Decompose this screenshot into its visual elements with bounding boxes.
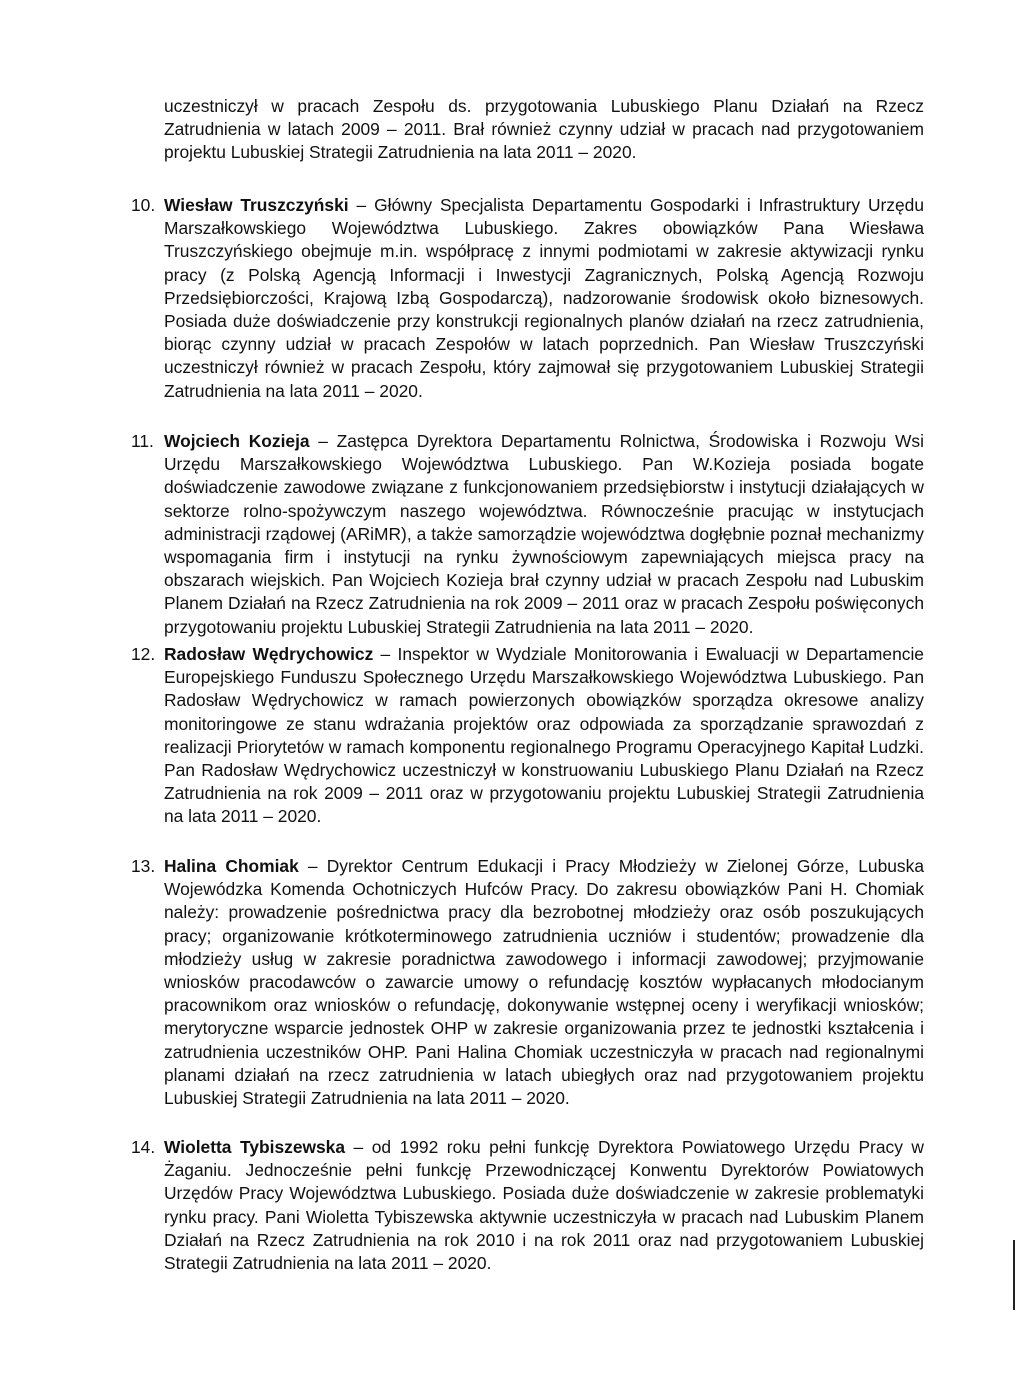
list-item-body bbox=[164, 1136, 924, 1275]
list-item-12 bbox=[131, 643, 924, 829]
person-name: Wojciech Kozieja bbox=[164, 431, 310, 451]
person-description: – Inspektor w Wydziale Monitorowania i Ewaluacji w Departamencie Europejskiego Funduszu Społecznego Urzędu Marszałkowskiego Województwa Lubuskiego. Pan Radosław Wędrychowicz w ramach powierzonych obowiązków sporządza okresowe analizy monitoringowe ze stanu wdrażania projektów oraz odpowiada za sporządzanie sprawozdań z realizacji Priorytetów w ramach komponentu regionalnego Programu Operacyjnego Kapitał Ludzki. Pan Radosław Wędrychowicz uczestniczył w konstruowaniu Lubuskiego Planu Działań na Rzecz Zatrudnienia na rok 2009 – 2011 oraz w przygotowaniu projektu Lubuskiej Strategii Zatrudnienia na lata 2011 – 2020. bbox=[164, 644, 924, 827]
list-item-body bbox=[164, 643, 924, 829]
list-item-number: 10. bbox=[131, 195, 156, 215]
person-name: Wioletta Tybiszewska bbox=[164, 1137, 346, 1157]
list-item-11 bbox=[131, 430, 924, 639]
scan-edge-mark bbox=[1013, 1240, 1015, 1310]
list-item-10 bbox=[131, 194, 924, 403]
intro-paragraph: uczestniczył w pracach Zespołu ds. przygotowania Lubuskiego Planu Działań na Rzecz Zatrudnienia w latach 2009 – 2011. Brał również czynny udział w pracach nad przygotowaniem projektu Lubuskiej Strategii Zatrudnienia na lata 2011 – 2020. bbox=[164, 96, 924, 163]
person-description: – Główny Specjalista Departamentu Gospodarki i Infrastruktury Urzędu Marszałkowskiego Województwa Lubuskiego. Zakres obowiązków Pana Wiesława Truszczyńskiego obejmuje m.in. współpracę z innymi podmiotami w zakresie aktywizacji rynku pracy (z Polską Agencją Informacji i Inwestycji Zagranicznych, Polską Agencją Rozwoju Przedsiębiorczości, Krajową Izbą Gospodarczą), nadzorowanie środowisk około biznesowych. Posiada duże doświadczenie przy konstrukcji regionalnych planów działań na rzecz zatrudnienia, biorąc czynny udział w pracach Zespołów w latach poprzednich. Pan Wiesław Truszczyński uczestniczył również w pracach Zespołu, który zajmował się przygotowaniem Lubuskiej Strategii Zatrudnienia na lata 2011 – 2020. bbox=[164, 195, 925, 401]
list-item-number: 11. bbox=[131, 431, 154, 451]
list-item-body bbox=[164, 430, 924, 639]
person-description: – Dyrektor Centrum Edukacji i Pracy Młodzieży w Zielonej Górze, Lubuska Wojewódzka Komenda Ochotniczych Hufców Pracy. Do zakresu obowiązków Pani H. Chomiak należy: prowadzenie pośrednictwa pracy dla bezrobotnej młodzieży oraz osób poszukujących pracy; organizowanie krótkoterminowego zatrudnienia uczniów i studentów; prowadzenie dla młodzieży usług w zakresie poradnictwa zawodowego i informacji zawodowej; przyjmowanie wniosków pracodawców o zawarcie umowy o refundację kosztów wypłacanych młodocianym pracownikom oraz wniosków o refundację, dokonywanie wstępnej oceny i weryfikacji wniosków; merytoryczne wsparcie jednostek OHP w zakresie organizowania przez te jednostki kształcenia i zatrudnienia uczestników OHP. Pani Halina Chomiak uczestniczyła w pracach nad regionalnymi planami działań na rzecz zatrudnienia w latach ubiegłych oraz nad przygotowaniem projektu Lubuskiej Strategii Zatrudnienia na lata 2011 – 2020. bbox=[164, 856, 924, 1109]
person-name: Radosław Wędrychowicz bbox=[164, 644, 374, 664]
person-description: – Zastępca Dyrektora Departamentu Rolnictwa, Środowiska i Rozwoju Wsi Urzędu Marszałkowskiego Województwa Lubuskiego. Pan W.Kozieja posiada bogate doświadczenie zawodowe związane z funkcjonowaniem przedsiębiorstw i instytucji działających w sektorze rolno-spożywczym naszego województwa. Równocześnie pracując w instytucjach administracji rządowej (ARiMR), a także samorządzie województwa dogłębnie poznał mechanizmy wspomagania firm i instytucji na rynku żywnościowym zapewniających miejsca pracy na obszarach wiejskich. Pan Wojciech Kozieja brał czynny udział w pracach Zespołu nad Lubuskim Planem Działań na Rzecz Zatrudnienia na rok 2009 – 2011 oraz w pracach Zespołu poświęconych przygotowaniu projektu Lubuskiej Strategii Zatrudnienia na lata 2011 – 2020. bbox=[164, 431, 924, 637]
list-item-13 bbox=[131, 855, 924, 1110]
list-item-body bbox=[164, 194, 924, 403]
list-item-number: 12. bbox=[131, 644, 156, 664]
person-description: – od 1992 roku pełni funkcję Dyrektora Powiatowego Urzędu Pracy w Żaganiu. Jednocześnie pełni funkcję Przewodniczącej Konwentu Dyrektorów Powiatowych Urzędów Pracy Województwa Lubuskiego. Posiada duże doświadczenie w zakresie problematyki rynku pracy. Pani Wioletta Tybiszewska aktywnie uczestniczyła w pracach nad Lubuskim Planem Działań na Rzecz Zatrudnienia na rok 2010 i na rok 2011 oraz nad przygotowaniem Lubuskiej Strategii Zatrudnienia na lata 2011 – 2020. bbox=[164, 1137, 924, 1274]
person-name: Halina Chomiak bbox=[164, 856, 299, 876]
list-item-number: 13. bbox=[131, 856, 156, 876]
person-name: Wiesław Truszczyński bbox=[164, 195, 349, 215]
list-item-14 bbox=[131, 1136, 924, 1275]
list-item-number: 14. bbox=[131, 1137, 156, 1157]
list-item-body bbox=[164, 855, 924, 1110]
